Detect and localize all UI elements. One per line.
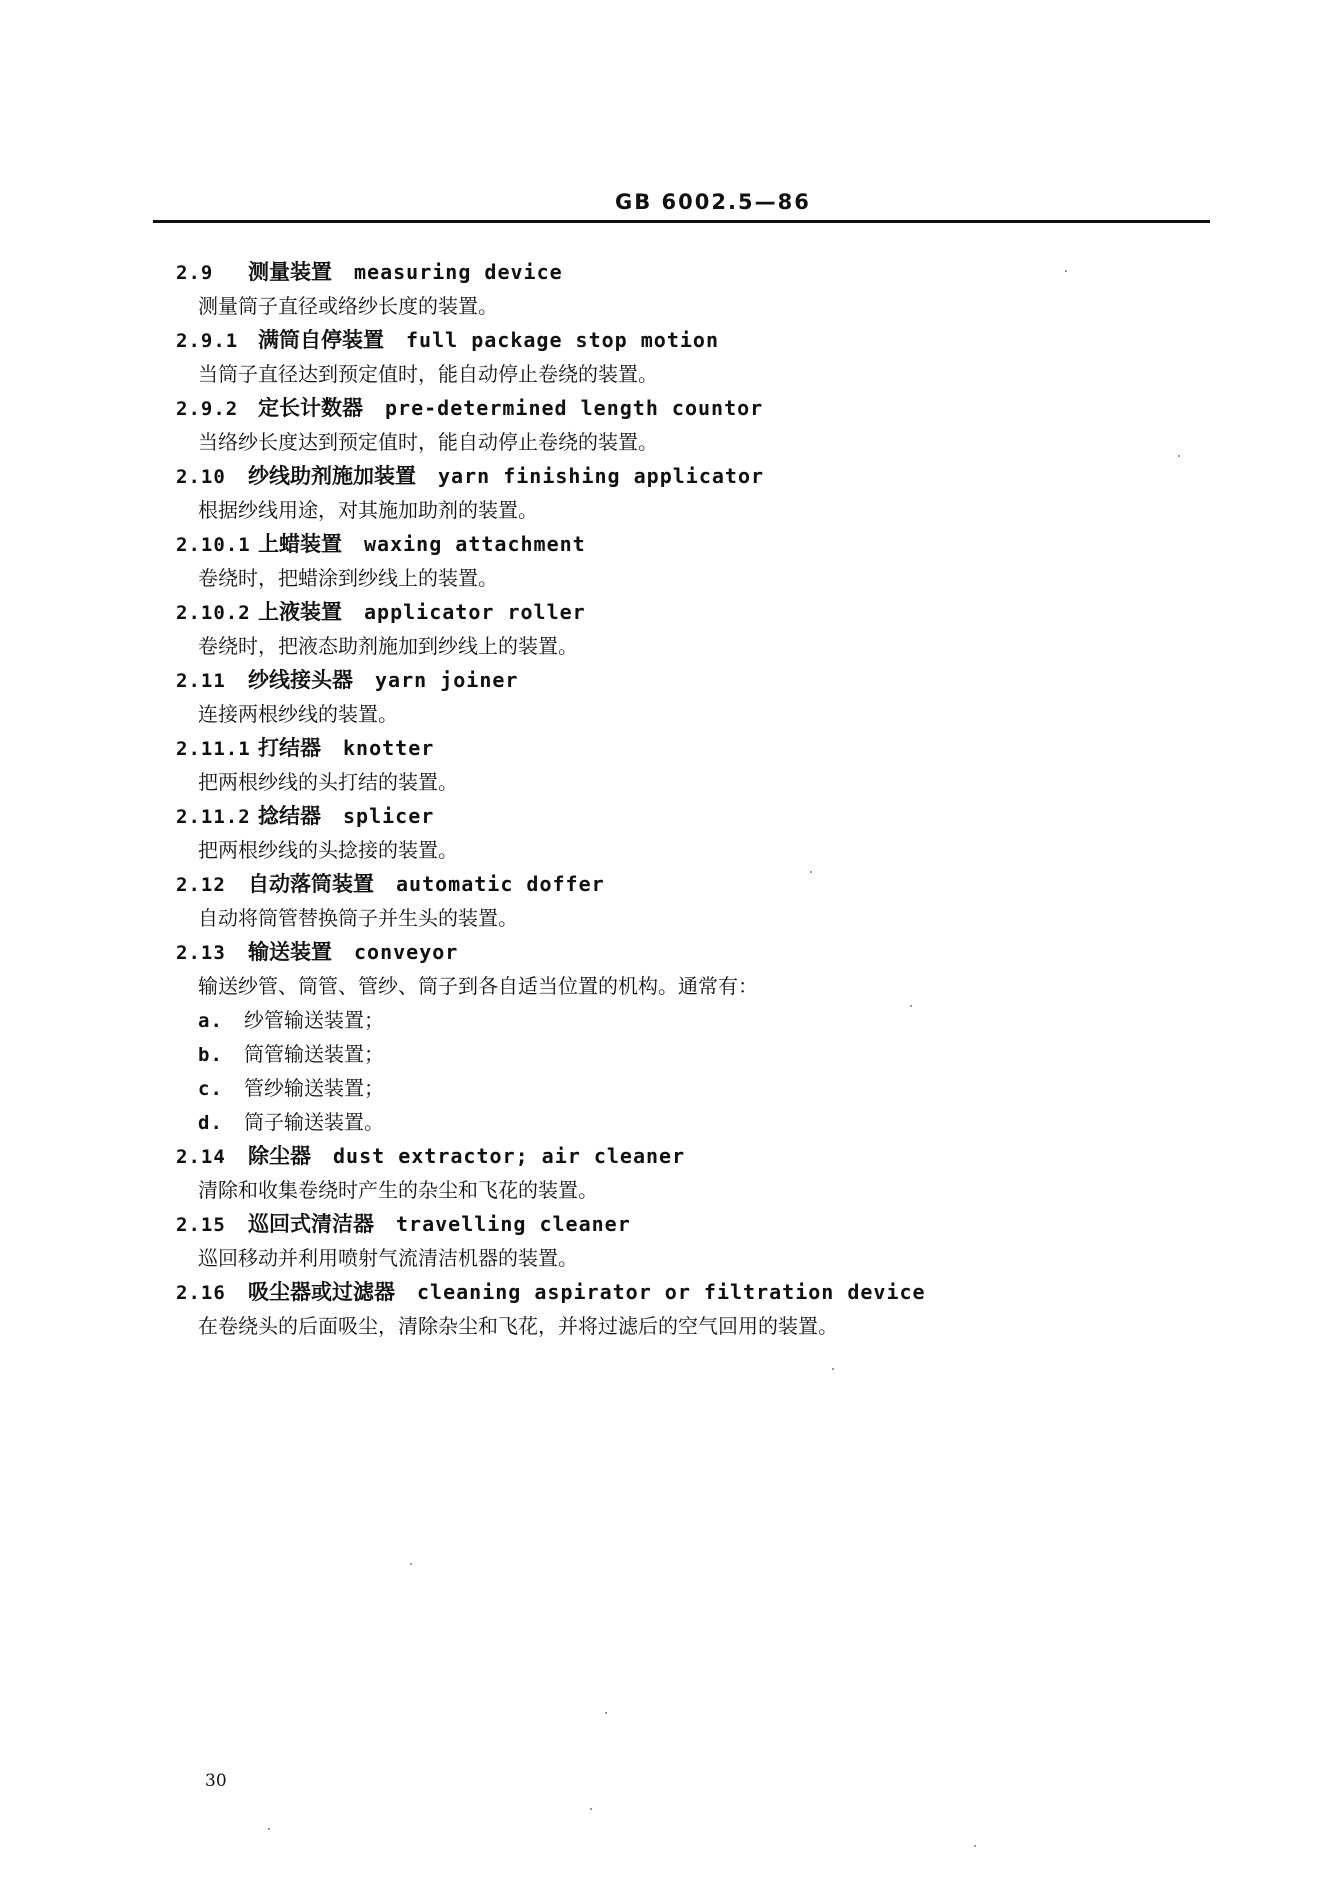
entry-number: 2.13 [176, 942, 226, 964]
entry-2-15 [176, 1207, 1176, 1275]
term-chinese: 上蜡装置 [258, 532, 342, 556]
standard-code: GB 6002.5—86 [615, 190, 811, 214]
term-english: cleaning aspirator or filtration device [417, 1280, 926, 1304]
term-chinese: 打结器 [258, 736, 321, 760]
term-chinese: 纱线接头器 [248, 668, 353, 692]
term-definition: 连接两根纱线的装置。 [198, 702, 398, 726]
term-definition: 把两根纱线的头捻接的装置。 [198, 838, 458, 862]
term-chinese: 纱线助剂施加装置 [248, 464, 416, 488]
term-definition: 输送纱管、筒管、管纱、筒子到各自适当位置的机构。通常有： [198, 974, 758, 998]
entry-2-16 [176, 1275, 1176, 1343]
term-english: full package stop motion [406, 328, 719, 352]
list-marker: a. [198, 1010, 223, 1032]
entry-2-12 [176, 867, 1176, 935]
list-item [176, 1003, 1176, 1037]
term-chinese: 除尘器 [248, 1144, 311, 1168]
entry-number: 2.14 [176, 1146, 226, 1168]
entry-2-11 [176, 663, 1176, 731]
scan-speck [590, 1808, 592, 1810]
term-definition: 巡回移动并利用喷射气流清洁机器的装置。 [198, 1246, 578, 1270]
term-definition: 在卷绕头的后面吸尘，清除杂尘和飞花，并将过滤后的空气回用的装置。 [198, 1314, 838, 1338]
scan-speck [974, 1845, 976, 1847]
term-definition: 当筒子直径达到预定值时，能自动停止卷绕的装置。 [198, 362, 658, 386]
list-marker: d. [198, 1112, 223, 1134]
entry-number: 2.11 [176, 670, 226, 692]
entry-2-10-2 [176, 595, 1176, 663]
entry-number: 2.10 [176, 466, 226, 488]
scan-speck [410, 1563, 412, 1565]
scan-speck [910, 1005, 912, 1007]
term-chinese: 捻结器 [258, 804, 321, 828]
document-body [176, 255, 1176, 1343]
scan-speck [810, 871, 812, 873]
entry-number: 2.15 [176, 1214, 226, 1236]
term-definition: 自动将筒管替换筒子并生头的装置。 [198, 906, 518, 930]
entry-number: 2.10.1 [176, 534, 251, 556]
entry-2-13 [176, 935, 1176, 1139]
term-definition: 卷绕时，把液态助剂施加到纱线上的装置。 [198, 634, 578, 658]
term-english: waxing attachment [364, 532, 586, 556]
scan-speck [832, 1368, 834, 1370]
term-english: yarn joiner [375, 668, 519, 692]
term-english: applicator roller [364, 600, 586, 624]
entry-number: 2.10.2 [176, 602, 251, 624]
term-chinese: 吸尘器或过滤器 [248, 1280, 395, 1304]
entry-number: 2.9.2 [176, 398, 239, 420]
term-english: pre-determined length countor [385, 396, 764, 420]
term-english: automatic doffer [396, 872, 605, 896]
list-text: 纱管输送装置； [244, 1008, 384, 1032]
list-text: 管纱输送装置； [244, 1076, 384, 1100]
term-definition: 当络纱长度达到预定值时，能自动停止卷绕的装置。 [198, 430, 658, 454]
term-definition: 把两根纱线的头打结的装置。 [198, 770, 458, 794]
entry-number: 2.11.2 [176, 806, 251, 828]
entry-2-10 [176, 459, 1176, 527]
term-chinese: 自动落筒装置 [248, 872, 374, 896]
list-text: 筒管输送装置； [244, 1042, 384, 1066]
term-chinese: 定长计数器 [258, 396, 363, 420]
term-definition: 测量筒子直径或络纱长度的装置。 [198, 294, 498, 318]
entry-number: 2.9 [176, 262, 214, 284]
entry-number: 2.11.1 [176, 738, 251, 760]
scan-speck [1178, 455, 1180, 457]
term-english: measuring device [354, 260, 563, 284]
list-item [176, 1071, 1176, 1105]
term-english: dust extractor; air cleaner [333, 1144, 686, 1168]
term-chinese: 满筒自停装置 [258, 328, 384, 352]
entry-2-11-1 [176, 731, 1176, 799]
entry-2-10-1 [176, 527, 1176, 595]
list-marker: b. [198, 1044, 223, 1066]
list-item [176, 1105, 1176, 1139]
scan-speck [1065, 270, 1067, 272]
term-chinese: 测量装置 [248, 260, 332, 284]
term-chinese: 巡回式清洁器 [248, 1212, 374, 1236]
term-english: travelling cleaner [396, 1212, 631, 1236]
page-number: 30 [205, 1771, 227, 1791]
term-definition: 卷绕时，把蜡涂到纱线上的装置。 [198, 566, 498, 590]
term-definition: 根据纱线用途，对其施加助剂的装置。 [198, 498, 538, 522]
term-chinese: 上液装置 [258, 600, 342, 624]
list-marker: c. [198, 1078, 223, 1100]
entry-2-9-2 [176, 391, 1176, 459]
term-english: knotter [343, 736, 435, 760]
entry-2-11-2 [176, 799, 1176, 867]
scan-speck [605, 1712, 607, 1714]
list-item [176, 1037, 1176, 1071]
entry-2-14 [176, 1139, 1176, 1207]
term-english: splicer [343, 804, 435, 828]
term-chinese: 输送装置 [248, 940, 332, 964]
term-definition: 清除和收集卷绕时产生的杂尘和飞花的装置。 [198, 1178, 598, 1202]
scan-speck [268, 1828, 270, 1830]
list-text: 筒子输送装置。 [244, 1110, 384, 1134]
term-english: conveyor [354, 940, 459, 964]
entry-2-9-1 [176, 323, 1176, 391]
entry-number: 2.12 [176, 874, 226, 896]
entry-number: 2.9.1 [176, 330, 239, 352]
header-rule [153, 220, 1210, 223]
entry-number: 2.16 [176, 1282, 226, 1304]
term-english: yarn finishing applicator [438, 464, 765, 488]
entry-2-9 [176, 255, 1176, 323]
